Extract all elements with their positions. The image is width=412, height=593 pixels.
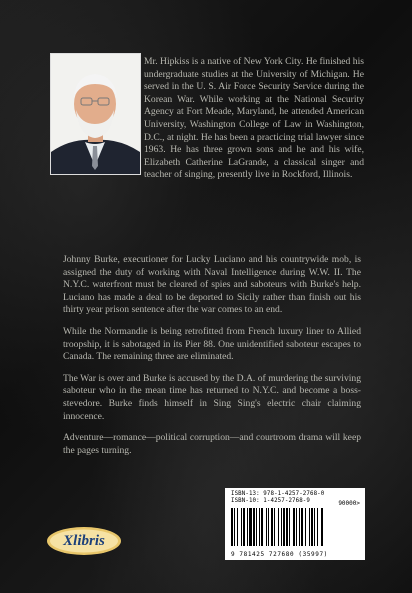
photo-spacer — [44, 56, 144, 177]
price-code: 90000> — [338, 500, 360, 507]
isbn10-text: ISBN-10: 1-4257-2768-9 — [231, 498, 310, 504]
synopsis-paragraph: Adventure—romance—political corruption—and courtroom drama will keep the pages turning. — [63, 432, 361, 456]
isbn13-text: ISBN-13: 978-1-4257-2768-0 — [231, 491, 325, 497]
barcode-digits: 9 781425 727680 (35997) — [231, 551, 328, 558]
barcode-bars — [231, 508, 359, 546]
author-bio — [44, 56, 364, 182]
synopsis-paragraph: The War is over and Burke is accused by the D.A. of murdering the surviving saboteur who in the mean time has returned to N.Y.C. and become a boss-stevedore. Burke finds himself in Sing Sing's electric chair claiming innocence. — [63, 372, 361, 422]
book-synopsis — [63, 254, 361, 466]
synopsis-paragraph: Johnny Burke, executioner for Lucky Luciano and his countrywide mob, is assigned the duty of working with Naval Intelligence during W.W. II. The N.Y.C. waterfront must be cleared of spies and saboteurs with Burke's help. Luciano has made a deal to be deported to Sicily rather than finish out his thirty year prison sentence after the war comes to an end. — [63, 254, 361, 316]
author-bio-text: Mr. Hipkiss is a native of New York City. He finished his undergraduate studies at the University of Michigan. He served in the U. S. Air Force Security Service during the Korean War. While working at the National Security Agency at Fort Meade, Maryland, he attended American University, Washington College of Law in Washington, D.C., at night. He has been a practicing trial lawyer since 1963. He has three grown sons and he and his wife, Elizabeth Catherine LaGrande, a classical singer and teacher of singing, presently live in Rockford, Illinois. — [144, 56, 364, 181]
synopsis-paragraph: While the Normandie is being retrofitted from French luxury liner to Allied troopship, it is sabotaged in its Pier 88. One unidentified saboteur escapes to Canada. The remaining three are eliminated. — [63, 325, 361, 363]
isbn-barcode — [225, 488, 365, 560]
publisher-logo-text: Xlibris — [63, 533, 105, 549]
publisher-logo — [46, 526, 122, 556]
